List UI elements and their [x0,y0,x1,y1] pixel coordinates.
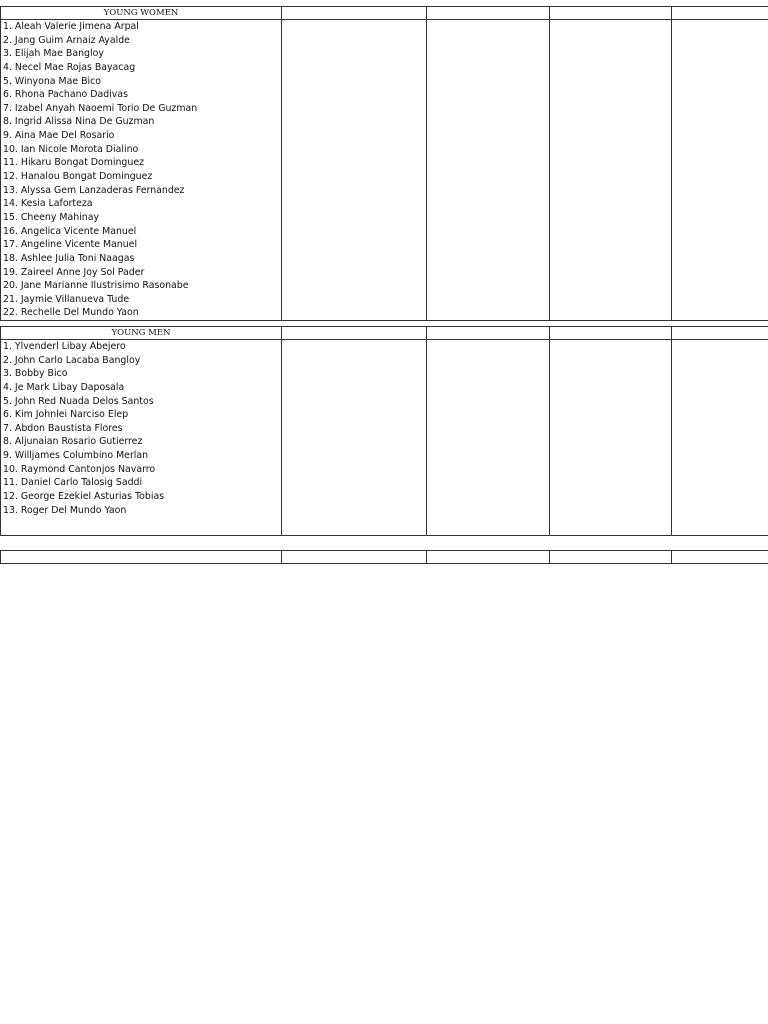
list-item: 5. John Red Nuada Delos Santos [3,395,154,407]
list-item: 6. Kim Johnlei Narciso Elep [3,409,129,421]
empty-cell [427,551,550,564]
young-men-table [0,326,768,536]
list-item: 5. Winyona Mae Bico [3,75,101,87]
list-item: 11. Daniel Carlo Talosig Saddi [3,477,143,489]
footer-table [0,550,768,564]
list-item: 4. Necel Mae Rojas Bayacag [3,61,136,73]
list-item: 1. Ylvenderl Libay Abejero [3,341,126,352]
empty-cell [550,551,672,564]
list-item: 22. Rechelle Del Mundo Yaon [3,307,139,319]
list-item: 9. Willjames Columbino Merlan [3,450,149,462]
empty-cell [550,340,672,536]
empty-cell [550,7,672,20]
list-item: 18. Ashlee Julia Toni Naagas [3,252,135,264]
list-item: 11. Hikaru Bongat Dominguez [3,157,145,169]
empty-cell [282,7,427,20]
empty-cell [550,20,672,321]
list-item: 9. Aina Mae Del Rosario [3,130,115,142]
empty-cell [427,20,550,321]
list-item: 14. Kesia Laforteza [3,198,93,210]
list-item: 10. Ian Nicole Morota Dialino [3,143,139,155]
list-item: 3. Elijah Mae Bangloy [3,48,104,60]
list-item: 13. Roger Del Mundo Yaon [3,504,127,516]
young-women-body-row [1,20,768,321]
list-item: 21. Jaymie Villanueva Tude [3,293,130,305]
footer-row [1,551,768,564]
list-item: 20. Jane Marianne Ilustrisimo Rasonabe [3,280,189,292]
young-women-names-cell [1,20,282,321]
empty-cell [427,327,550,340]
empty-cell [672,340,768,536]
young-women-list [3,20,281,320]
young-men-names-cell [1,340,282,536]
list-item: 4. Je Mark Libay Daposala [3,381,125,393]
young-men-header-row [1,327,768,340]
list-item: 15. Cheeny Mahinay [3,211,99,223]
young-women-table [0,6,768,321]
list-item: 6. Rhona Pachano Dadivas [3,89,128,101]
empty-cell [282,327,427,340]
list-item: 16. Angelica Vicente Manuel [3,225,137,237]
empty-cell [672,20,768,321]
list-item: 12. George Ezekiel Asturias Tobias [3,491,165,503]
list-item: 10. Raymond Cantonjos Navarro [3,463,156,475]
young-women-title: YOUNG WOMEN [1,7,282,20]
list-item: 2. Jang Guim Arnaiz Ayalde [3,34,130,46]
empty-cell [672,327,768,340]
empty-cell [282,551,427,564]
list-item: 8. Ingrid Alissa Nina De Guzman [3,116,155,128]
young-men-title: YOUNG MEN [1,327,282,340]
list-item: 3. Bobby Bico [3,368,68,380]
empty-cell [427,7,550,20]
list-item: 12. Hanalou Bongat Dominguez [3,171,153,183]
empty-cell [672,7,768,20]
young-men-list [3,340,281,517]
list-item: 7. Abdon Baustista Flores [3,422,123,434]
list-item: 2. John Carlo Lacaba Bangloy [3,354,141,366]
empty-cell [282,20,427,321]
list-item: 8. Aljunaian Rosario Gutierrez [3,436,143,448]
list-item: 1. Aleah Valerie Jimena Arpal [3,21,139,32]
empty-cell [282,340,427,536]
empty-cell [1,551,282,564]
empty-cell [672,551,768,564]
young-men-body-row [1,340,768,536]
list-item: 19. Zaireel Anne Joy Sol Pader [3,266,145,278]
empty-cell [427,340,550,536]
list-item: 17. Angeline Vicente Manuel [3,239,138,251]
list-item: 7. Izabel Anyah Naoemi Torio De Guzman [3,102,198,114]
young-women-header-row [1,7,768,20]
empty-cell [550,327,672,340]
list-item: 13. Alyssa Gem Lanzaderas Fernandez [3,184,185,196]
